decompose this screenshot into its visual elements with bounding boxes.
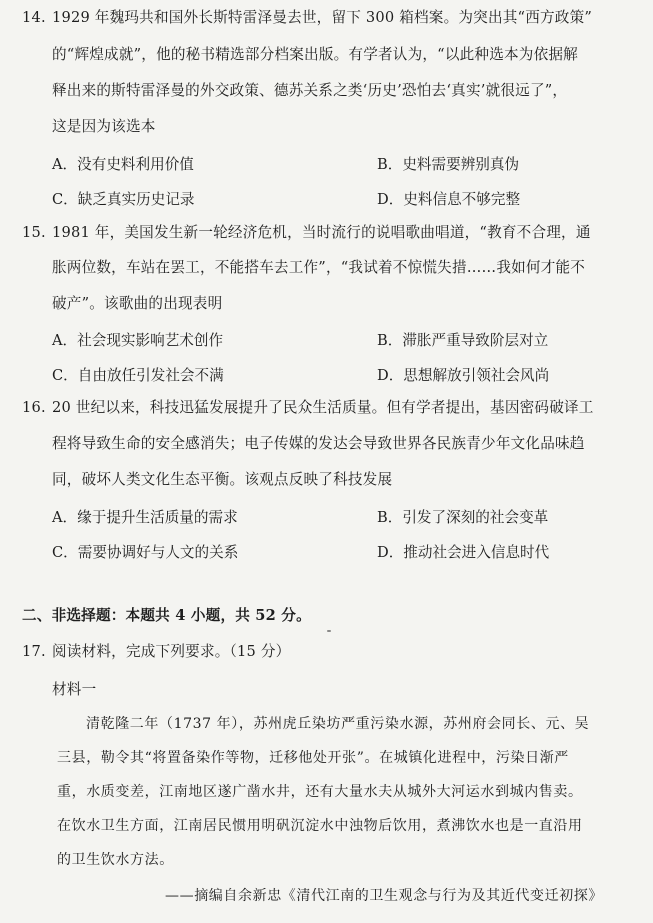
option-c[interactable]: C．自由放任引发社会不满 bbox=[52, 367, 224, 384]
question-stem-line: 程将导致生命的安全感消失；电子传媒的发达会导致世界各民族青少年文化品味趋 bbox=[52, 435, 585, 452]
question-stem-line: 这是因为该选本 bbox=[52, 118, 156, 135]
material-line: 清乾隆二年（1737 年），苏州虎丘染坊严重污染水源，苏州府会同长、元、吴 bbox=[86, 716, 590, 732]
material-label: 材料一 bbox=[52, 681, 97, 698]
material-line: 三县，勒令其“将置备染作等物，迁移他处开张”。在城镇化进程中，污染日渐严 bbox=[57, 750, 569, 766]
option-b[interactable]: B．史料需要辨别真伪 bbox=[377, 156, 520, 173]
option-a[interactable]: A．没有史料利用价值 bbox=[52, 156, 194, 173]
option-a[interactable]: A．缘于提升生活质量的需求 bbox=[52, 509, 238, 526]
question-stem-line: 同，破坏人类文化生态平衡。该观点反映了科技发展 bbox=[52, 471, 393, 488]
question-stem-line: 释出来的斯特雷泽曼的外交政策、德苏关系之类‘历史’恐怕去‘真实’就很远了”， bbox=[52, 82, 568, 99]
option-c[interactable]: C．缺乏真实历史记录 bbox=[52, 191, 195, 208]
option-b[interactable]: B．滞胀严重导致阶层对立 bbox=[377, 332, 549, 349]
option-d[interactable]: D．史料信息不够完整 bbox=[377, 191, 521, 208]
question-stem-line: 1981 年，美国发生新一轮经济危机，当时流行的说唱歌曲唱道，“教育不合理，通 bbox=[52, 224, 591, 241]
material-line: 的卫生饮水方法。 bbox=[57, 852, 174, 868]
question-stem-line: 20 世纪以来，科技迅猛发展提升了民众生活质量。但有学者提出，基因密码破译工 bbox=[52, 399, 594, 416]
question-stem-line: 1929 年魏玛共和国外长斯特雷泽曼去世，留下 300 箱档案。为突出其“西方政策” bbox=[52, 9, 593, 26]
option-d[interactable]: D．推动社会进入信息时代 bbox=[377, 544, 550, 561]
question-number: 17. bbox=[22, 643, 46, 660]
question-number: 15. bbox=[22, 224, 46, 241]
question-number: 16. bbox=[22, 399, 46, 416]
question-instruction: 阅读材料，完成下列要求。（15 分） bbox=[52, 643, 291, 660]
material-line: 在饮水卫生方面，江南居民惯用明矾沉淀水中浊物后饮用，煮沸饮水也是一直沿用 bbox=[57, 818, 583, 834]
question-stem-line: 胀两位数，车站在罢工，不能搭车去工作”，“我试着不惊慌失措……我如何才能不 bbox=[52, 259, 586, 276]
scan-speck bbox=[327, 630, 331, 632]
question-stem-line: 破产”。该歌曲的出现表明 bbox=[52, 295, 223, 312]
option-c[interactable]: C．需要协调好与人文的关系 bbox=[52, 544, 239, 561]
question-number: 14. bbox=[22, 9, 46, 26]
option-a[interactable]: A．社会现实影响艺术创作 bbox=[52, 332, 224, 349]
question-stem-line: 的“辉煌成就”，他的秘书精选部分档案出版。有学者认为，“以此种选本为依据解 bbox=[52, 46, 578, 63]
option-b[interactable]: B．引发了深刻的社会变革 bbox=[377, 509, 549, 526]
section-title: 二、非选择题：本题共 4 小题，共 52 分。 bbox=[22, 607, 311, 624]
material-source: ——摘编自余新忠《清代江南的卫生观念与行为及其近代变迁初探》 bbox=[165, 888, 603, 904]
material-line: 重，水质变差，江南地区遂广凿水井，还有大量水夫从城外大河运水到城内售卖。 bbox=[57, 784, 583, 800]
option-d[interactable]: D．思想解放引领社会风尚 bbox=[377, 367, 550, 384]
